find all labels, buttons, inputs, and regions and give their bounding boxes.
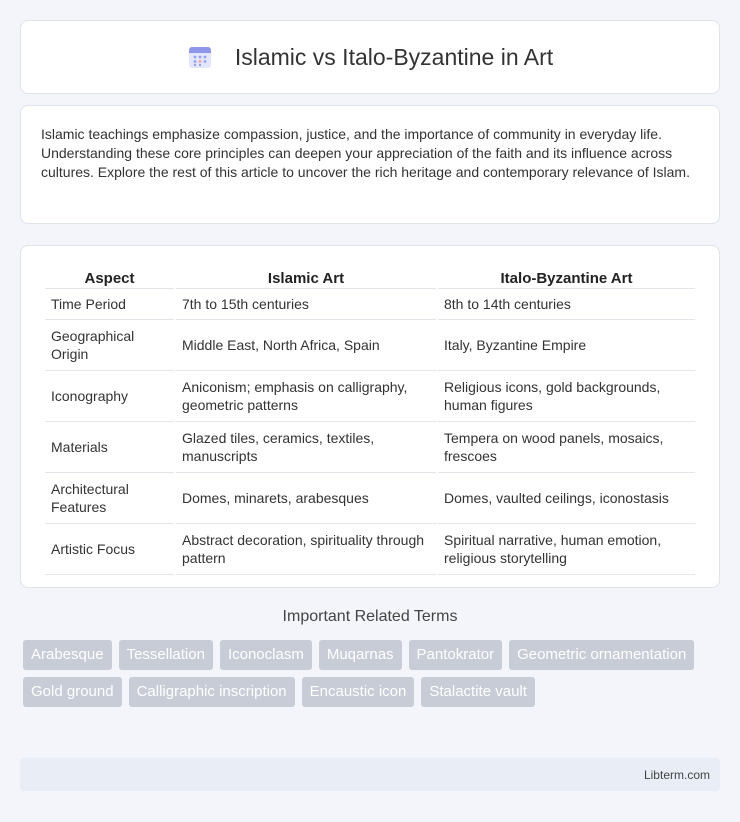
table-row [45,473,695,524]
tag-stalactite-vault[interactable]: Stalactite vault [421,677,535,707]
table-cell: Spiritual narrative, human emotion, religious storytelling [438,524,695,575]
tag-iconoclasm[interactable]: Iconoclasm [220,640,312,670]
table-cell: Glazed tiles, ceramics, textiles, manuscripts [176,422,436,473]
table-cell: Tempera on wood panels, mosaics, frescoes [438,422,695,473]
tag-encaustic-icon[interactable]: Encaustic icon [302,677,415,707]
tag-arabesque[interactable]: Arabesque [23,640,112,670]
table-cell: Iconography [45,371,174,422]
table-icon [187,44,213,70]
tag-tessellation[interactable]: Tessellation [119,640,213,670]
table-row [45,289,695,320]
comparison-card [20,245,720,588]
column-header-italo-byzantine: Italo-Byzantine Art [438,266,695,289]
table-row [45,371,695,422]
footer [20,758,720,791]
table-row [45,422,695,473]
table-cell: Italy, Byzantine Empire [438,320,695,371]
table-header-row [45,266,695,289]
table-cell: Architectural Features [45,473,174,524]
table-cell: Artistic Focus [45,524,174,575]
table-cell: Materials [45,422,174,473]
table-row [45,320,695,371]
table-cell: Abstract decoration, spirituality through pattern [176,524,436,575]
table-cell: Middle East, North Africa, Spain [176,320,436,371]
intro-card [20,105,720,224]
page-title: Islamic vs Italo-Byzantine in Art [234,43,554,70]
table-cell: Domes, vaulted ceilings, iconostasis [438,473,695,524]
table-cell: Aniconism; emphasis on calligraphy, geometric patterns [176,371,436,422]
header [187,44,553,71]
column-header-aspect: Aspect [45,266,174,289]
header-card [20,20,720,94]
table-row [45,524,695,575]
tag-pantokrator[interactable]: Pantokrator [409,640,503,670]
table-cell: 8th to 14th centuries [438,289,695,320]
related-terms-list [23,640,723,707]
table-cell: Religious icons, gold backgrounds, human figures [438,371,695,422]
intro-paragraph: Islamic teachings emphasize compassion, justice, and the importance of community in everyday life. Understanding these core principles can deepen your appreciation of the faith and its influence across cultures. Explore the rest of this article to uncover the rich heritage and contemporary relevance of Islam. [41,126,690,181]
footer-site-link[interactable]: Libterm.com [643,767,710,782]
table-cell: Domes, minarets, arabesques [176,473,436,524]
tag-muqarnas[interactable]: Muqarnas [319,640,402,670]
tag-calligraphic-inscription[interactable]: Calligraphic inscription [129,677,295,707]
related-terms-title: Important Related Terms [282,608,458,625]
tag-geometric-ornamentation[interactable]: Geometric ornamentation [509,640,694,670]
comparison-table [43,266,697,575]
column-header-islamic: Islamic Art [176,266,436,289]
table-cell: Time Period [45,289,174,320]
table-cell: 7th to 15th centuries [176,289,436,320]
table-cell: Geographical Origin [45,320,174,371]
tag-gold-ground[interactable]: Gold ground [23,677,122,707]
